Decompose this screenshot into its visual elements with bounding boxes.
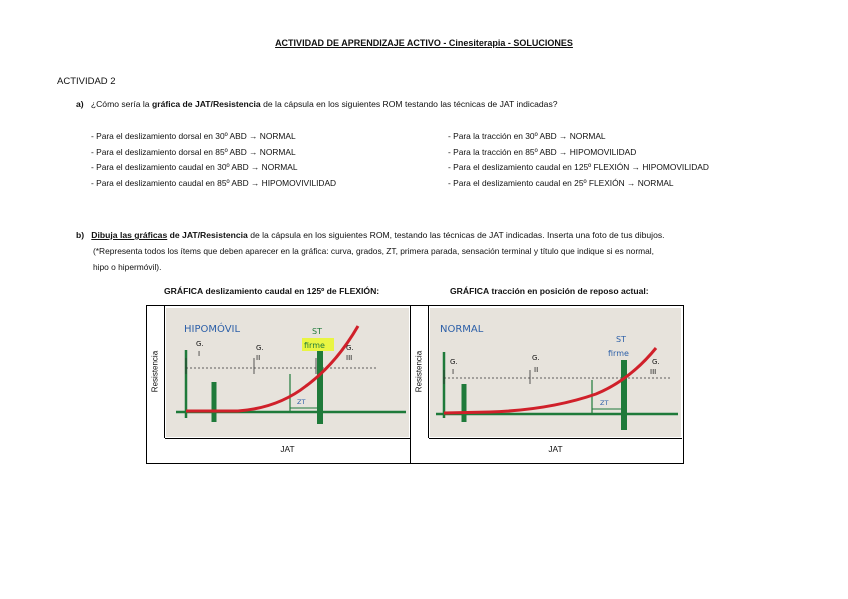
question-a-pre: ¿Cómo sería la (90, 99, 152, 109)
grade-2-number: II (256, 354, 261, 362)
graph-heading-rest: tracción en posición de reposo actual: (489, 286, 649, 296)
list-item: - Para el deslizamiento dorsal en 85º ABD → NORMAL (91, 147, 296, 157)
activity-heading: ACTIVIDAD 2 (57, 76, 116, 87)
grade-2-number: II (534, 366, 539, 374)
question-a-letter: a) (76, 99, 84, 109)
question-b (76, 230, 665, 240)
question-b-bold: de JAT/Resistencia (167, 230, 248, 240)
question-b-underlined: Dibuja las gráficas (91, 230, 168, 240)
question-a-bold: gráfica de JAT/Resistencia (151, 99, 261, 109)
question-b-post: de la cápsula en los siguientes ROM, testando las técnicas de JAT indicadas. Inserta una foto de tus dibujos. (247, 230, 665, 240)
st-sub-label: firme (608, 349, 629, 358)
st-label: ST (312, 327, 322, 336)
list-item: - Para la tracción en 85º ABD → HIPOMOVILIDAD (448, 147, 637, 157)
graph-heading-rest: deslizamiento caudal en 125º de FLEXIÓN: (203, 286, 380, 296)
question-b-line2: (*Representa todos los ítems que deben aparecer en la gráfica: curva, grados, ZT, primera parada, sensación terminal y título que indique si es normal, (93, 246, 654, 256)
zt-label: ZT (600, 399, 609, 407)
graph-heading-1 (164, 286, 379, 296)
hand-title: HIPOMÓVIL (184, 324, 241, 335)
grade-2-label: G. (256, 344, 264, 352)
grade-1-number: I (198, 350, 201, 358)
question-a-post: de la cápsula en los siguientes ROM testando las técnicas de JAT indicadas? (260, 99, 558, 109)
list-item: - Para el deslizamiento caudal en 30º ABD → NORMAL (91, 162, 298, 172)
x-axis-label: JAT (548, 444, 563, 454)
list-item: - Para el deslizamiento caudal en 125º FLEXIÓN → HIPOMOVILIDAD (448, 162, 709, 172)
y-axis-label: Resistencia (150, 350, 160, 393)
grade-3-label: G. (652, 358, 660, 366)
st-label: ST (616, 335, 626, 344)
graph-heading-bold: GRÁFICA (164, 286, 204, 296)
list-item: - Para el deslizamiento caudal en 85º ABD → HIPOMOVIVILIDAD (91, 178, 337, 188)
y-axis-label: Resistencia (414, 350, 424, 393)
grade-3-number: III (346, 354, 353, 362)
st-sub-label: firme (304, 341, 325, 350)
grade-3-label: G. (346, 344, 354, 352)
hand-drawn-graph-normal (430, 308, 681, 437)
grade-1-label: G. (450, 358, 458, 366)
graph-heading-bold: GRÁFICA (450, 286, 490, 296)
graph-heading-2 (450, 286, 649, 296)
zt-label: ZT (297, 398, 306, 406)
question-b-line3: hipo o hipermóvil). (93, 262, 162, 272)
hand-title: NORMAL (440, 324, 484, 335)
question-a (76, 99, 558, 109)
x-axis-label: JAT (280, 444, 295, 454)
grade-1-number: I (452, 368, 455, 376)
list-item: - Para el deslizamiento caudal en 25º FLEXIÓN → NORMAL (448, 178, 674, 188)
list-item: - Para el deslizamiento dorsal en 30º ABD → NORMAL (91, 131, 296, 141)
document-title: ACTIVIDAD DE APRENDIZAJE ACTIVO - Cinesiterapia - SOLUCIONES (275, 38, 573, 48)
question-b-letter: b) (76, 230, 85, 240)
grade-1-label: G. (196, 340, 204, 348)
list-item: - Para la tracción en 30º ABD → NORMAL (448, 131, 606, 141)
hand-drawn-graph-hypomobile (166, 308, 409, 437)
grade-2-label: G. (532, 354, 540, 362)
grade-3-number: III (650, 368, 657, 376)
